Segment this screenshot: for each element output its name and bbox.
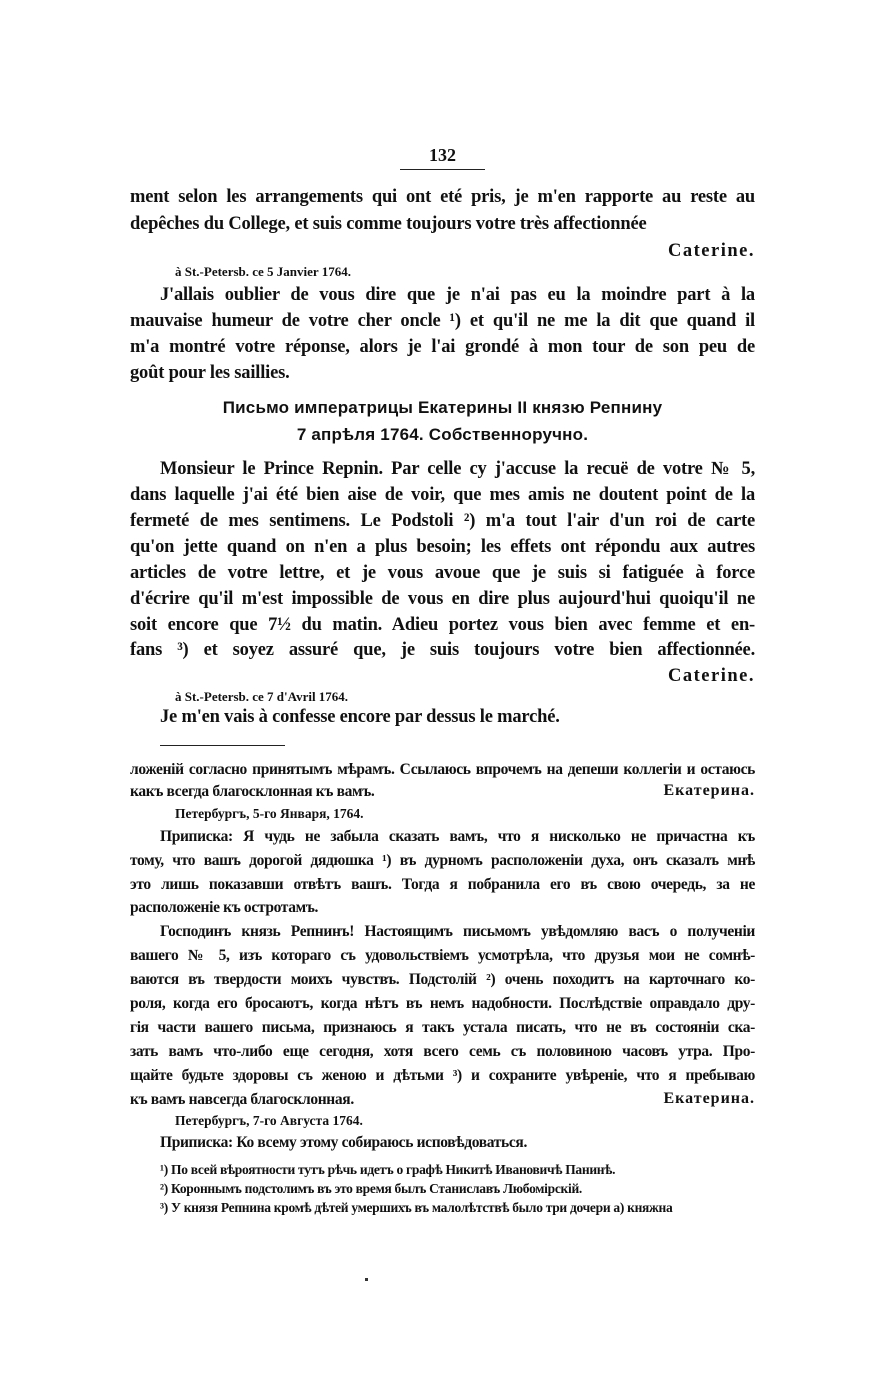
russian-text-line: зать вамъ что-либо еще сегодня, хотя всего семь съ половиною часовъ утра. Про- (130, 1043, 755, 1060)
french-text-line: articles de votre lettre, et je vous avoue que je suis si fatiguée à force (130, 563, 755, 583)
russian-text-line: это лишь показавши отвѣтъ вашъ. Тогда я побранила его въ свою очередь, за не (130, 876, 755, 893)
signature: Екатерина. (663, 1090, 755, 1107)
french-text-line: fermeté de mes sentimens. Le Podstoli ²) m'a tout l'air d'un roi de carte (130, 511, 755, 531)
french-text-line: dans laquelle j'ai été bien aise de voir, que mes amis ne doutent point de la (130, 485, 755, 505)
letter-date: à St.-Petersb. ce 5 Janvier 1764. (175, 264, 351, 279)
russian-text-line: Приписка: Ко всему этому собираюсь исповѣдоваться. (160, 1134, 527, 1151)
letter-date: Петербургъ, 5-го Января, 1764. (175, 806, 364, 821)
french-text-line: ment selon les arrangements qui ont eté pris, je m'en rapporte au reste au (130, 187, 755, 207)
russian-text-line: къ вамъ навсегда благосклонная. (130, 1091, 354, 1108)
french-text-line: fans ³) et soyez assuré que, je suis toujours votre bien affectionnée. (130, 640, 755, 660)
french-text-line: Je m'en vais à confesse encore par dessus le marché. (160, 707, 560, 727)
french-text-line: mauvaise humeur de votre cher oncle ¹) et qu'il ne me la dit que quand il (130, 311, 755, 331)
russian-text-line: щайте будьте здоровы съ женою и дѣтьми ³) и сохраните увѣреніе, что я пребываю (130, 1067, 755, 1084)
french-text-line: d'écrire qu'il m'est impossible de vous en dire plus aujourd'hui quoiqu'il ne (130, 589, 755, 609)
russian-text-line: Господинъ князь Репнинъ! Настоящимъ письмомъ увѣдомляю васъ о полученіи (160, 923, 755, 940)
french-text-line: goût pour les saillies. (130, 363, 290, 383)
russian-text-line: ваются въ твердости моихъ чувствъ. Подстолій ²) очень походитъ на карточнаго ко- (130, 971, 755, 988)
russian-text-line: расположеніе къ остротамъ. (130, 899, 319, 916)
section-divider (160, 745, 285, 746)
signature: Caterine. (668, 241, 755, 261)
letter-date: Петербургъ, 7-го Августа 1764. (175, 1113, 363, 1128)
french-text-line: m'a montré votre réponse, alors je l'ai grondé à mon tour de son peu de (130, 337, 755, 357)
french-text-line: J'allais oublier de vous dire que je n'ai pas eu la moindre part à la (160, 285, 755, 305)
russian-text-line: вашего № 5, изъ котораго съ удовольствіемъ усмотрѣла, что друзья мои не сомнѣ- (130, 947, 755, 964)
footnote: ²) Короннымъ подстолимъ въ это время былъ Станиславъ Любомірскій. (160, 1181, 583, 1196)
section-heading: 7 апрѣля 1764. Собственноручно. (296, 425, 589, 444)
french-text-line: depêches du College, et suis comme toujours votre très affectionnée (130, 214, 647, 234)
letter-date: à St.-Petersb. ce 7 d'Avril 1764. (175, 689, 349, 704)
footnote: ¹) По всей вѣроятности тутъ рѣчь идетъ о графѣ Никитѣ Ивановичѣ Панинѣ. (160, 1162, 616, 1177)
section-heading: Письмо императрицы Екатерины II князю Репнину (222, 398, 663, 417)
french-text-line: Monsieur le Prince Repnin. Par celle cy j'accuse la recuë de votre № 5, (160, 459, 755, 479)
page-number: 132 (400, 145, 485, 170)
russian-text-line: тому, что вашъ дорогой дядюшка ¹) въ дурномъ расположеніи духа, онъ сказалъ мнѣ (130, 852, 755, 869)
french-text-line: soit encore que 7½ du matin. Adieu portez vous bien avec femme et en- (130, 615, 755, 635)
signature: Caterine. (668, 666, 755, 686)
russian-text-line: роля, когда его бросаютъ, когда нѣтъ въ немъ надобности. Послѣдствіе оправдало дру- (130, 995, 755, 1012)
signature: Екатерина. (663, 782, 755, 799)
russian-text-line: ложеній согласно принятымъ мѣрамъ. Ссылаюсь впрочемъ на депеши коллегіи и остаюсь (130, 761, 755, 778)
russian-text-line: какъ всегда благосклонная къ вамъ. (130, 783, 375, 800)
russian-text-line: гія части вашего письма, признаюсь я такъ устала писать, что не въ состояніи ска- (130, 1019, 755, 1036)
french-text-line: qu'on jette quand on n'en a plus besoin; les effets ont répondu aux autres (130, 537, 755, 557)
russian-text-line: Приписка: Я чудь не забыла сказать вамъ, что я нисколько не причастна къ (160, 828, 755, 845)
scan-speck (365, 1278, 368, 1281)
footnote: ³) У князя Репнина кромѣ дѣтей умершихъ въ малолѣтствѣ было три дочери а) княжна (160, 1200, 673, 1215)
